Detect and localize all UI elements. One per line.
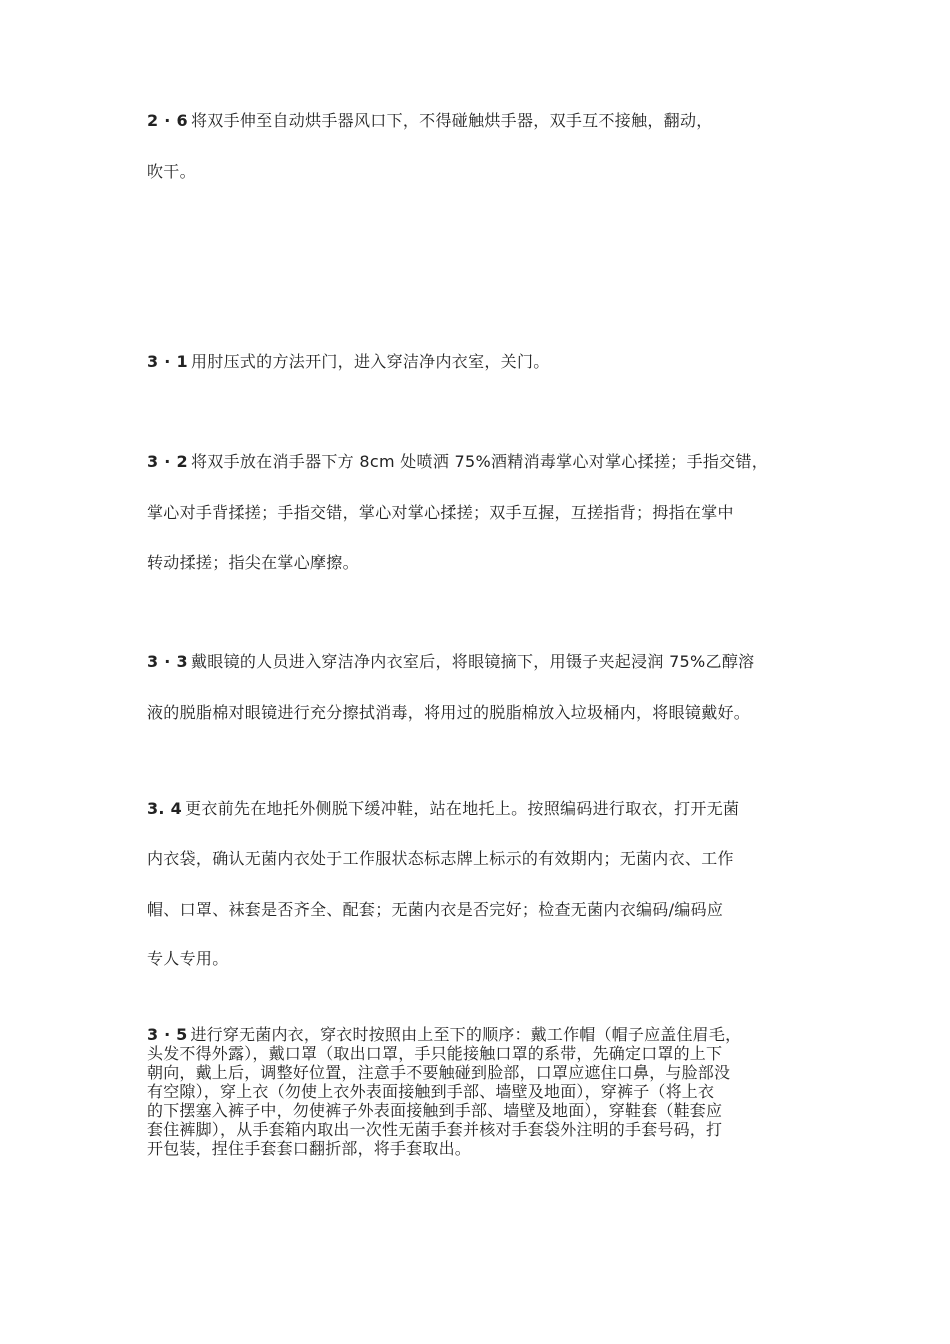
paragraph-3-5-line-1 xyxy=(147,1025,807,1044)
paragraph-text: 将双手伸至自动烘手器风口下，不得碰触烘手器，双手互不接触，翻动， xyxy=(190,111,713,130)
paragraph-3-4-line-4 xyxy=(147,947,229,971)
paragraph-text: 掌心对手背揉搓；手指交错，掌心对掌心揉搓；双手互握，互搓指背；拇指在掌中 xyxy=(147,503,734,522)
section-number: 2 · 6 xyxy=(147,111,188,130)
paragraph-3-3-line-2 xyxy=(147,701,750,725)
paragraph-2-6-line-1 xyxy=(147,109,713,133)
paragraph-text: 液的脱脂棉对眼镜进行充分擦拭消毒，将用过的脱脂棉放入垃圾桶内，将眼镜戴好。 xyxy=(147,703,751,722)
paragraph-3-1-line-1 xyxy=(147,350,550,374)
paragraph-text: 帽、口罩、袜套是否齐全、配套；无菌内衣是否完好；检查无菌内衣编码/编码应 xyxy=(147,900,724,919)
paragraph-3-2-line-2 xyxy=(147,501,734,525)
paragraph-3-2-line-3 xyxy=(147,551,359,575)
paragraph-3-5-line-3: 朝向，戴上后，调整好位置，注意手不要触碰到脸部，口罩应遮住口鼻，与脸部没 xyxy=(147,1063,731,1082)
section-number: 3 · 3 xyxy=(147,652,188,671)
paragraph-text: 内衣袋，确认无菌内衣处于工作服状态标志牌上标示的有效期内；无菌内衣、工作 xyxy=(147,849,734,868)
section-number: 3 · 5 xyxy=(147,1025,188,1044)
paragraph-2-6-line-2 xyxy=(147,160,196,184)
paragraph-3-4-line-2 xyxy=(147,847,734,871)
paragraph-3-4-line-3 xyxy=(147,898,723,922)
paragraph-text: 专人专用。 xyxy=(147,949,229,968)
paragraph-text: 用肘压式的方法开门，进入穿洁净内衣室，关门。 xyxy=(190,352,550,371)
paragraph-text: 转动揉搓；指尖在掌心摩擦。 xyxy=(147,553,359,572)
paragraph-text: 戴眼镜的人员进入穿洁净内衣室后，将眼镜摘下，用镊子夹起浸润 75%乙醇溶 xyxy=(190,652,755,671)
paragraph-3-5-line-7: 开包装，捏住手套套口翻折部，将手套取出。 xyxy=(147,1139,472,1158)
section-number: 3 · 1 xyxy=(147,352,188,371)
paragraph-3-4-line-1 xyxy=(147,797,739,821)
paragraph-text: 进行穿无菌内衣，穿衣时按照由上至下的顺序：戴工作帽（帽子应盖住眉毛， xyxy=(190,1025,742,1044)
paragraph-3-5-line-6: 套住裤脚），从手套箱内取出一次性无菌手套并核对手套袋外注明的手套号码，打 xyxy=(147,1120,723,1139)
paragraph-text: 将双手放在消手器下方 8cm 处喷洒 75%酒精消毒掌心对掌心揉搓；手指交错， xyxy=(190,452,769,471)
paragraph-3-5-line-4: 有空隙），穿上衣（勿使上衣外表面接触到手部、墙壁及地面），穿裤子（将上衣 xyxy=(147,1082,715,1101)
section-number: 3. 4 xyxy=(147,799,183,818)
paragraph-3-5-line-2: 头发不得外露），戴口罩（取出口罩，手只能接触口罩的系带，先确定口罩的上下 xyxy=(147,1044,723,1063)
section-number: 3 · 2 xyxy=(147,452,188,471)
paragraph-text: 吹干。 xyxy=(147,162,196,181)
paragraph-3-5 xyxy=(147,1025,807,1158)
paragraph-3-2-line-1 xyxy=(147,450,768,474)
paragraph-3-3-line-1 xyxy=(147,650,754,674)
paragraph-text: 更衣前先在地托外侧脱下缓冲鞋，站在地托上。按照编码进行取衣，打开无菌 xyxy=(185,799,740,818)
paragraph-3-5-line-5: 的下摆塞入裤子中，勿使裤子外表面接触到手部、墙壁及地面），穿鞋套（鞋套应 xyxy=(147,1101,723,1120)
